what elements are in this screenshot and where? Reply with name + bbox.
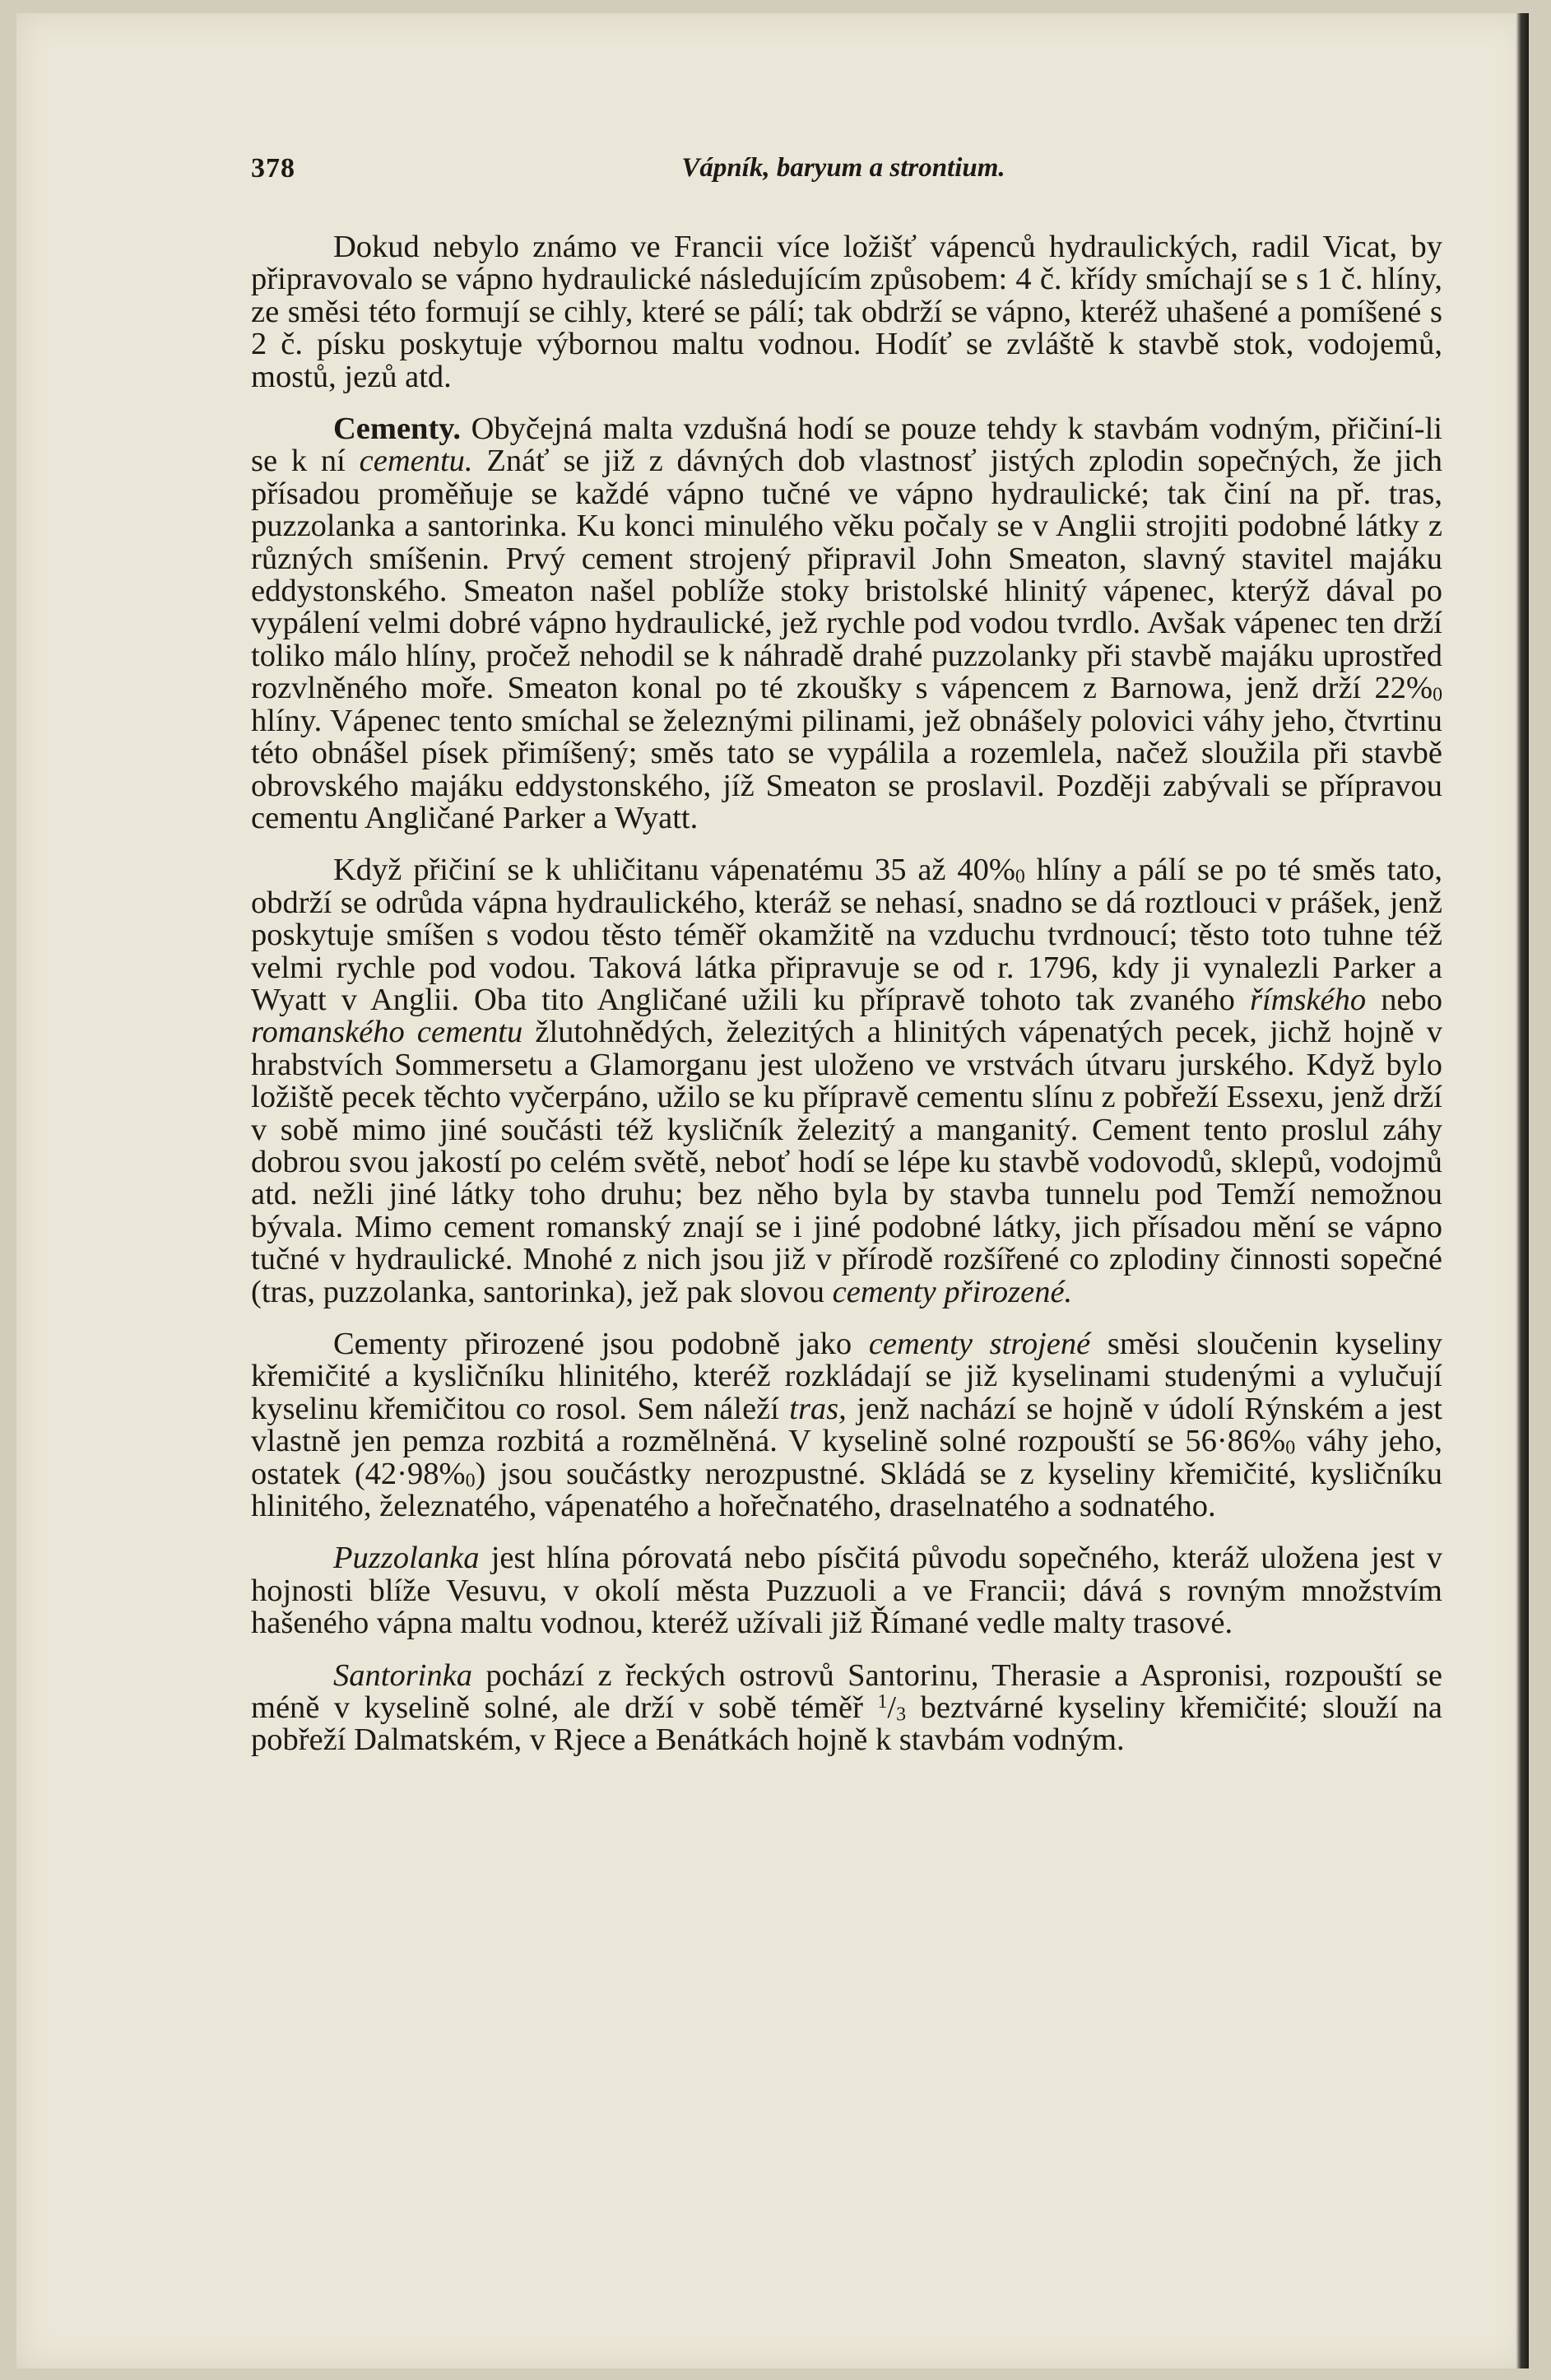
percent-sign: % [1405, 671, 1433, 706]
emphasis-term: cementu. [359, 444, 473, 479]
emphasis-term: cementy strojené [868, 1327, 1091, 1361]
percent-sign: % [1259, 1424, 1286, 1459]
body-text [251, 231, 1442, 1757]
page-number: 378 [251, 153, 295, 184]
book-page [16, 13, 1529, 2368]
emphasis-term: romanského cementu [251, 1015, 523, 1050]
fraction-numerator: 1 [877, 1691, 888, 1713]
paragraph-text: váhy jeho, ostatek (42·98 [251, 1424, 1442, 1491]
emphasis-term: Puzzolanka [333, 1541, 480, 1576]
section-lead-cementy: Cementy. [333, 411, 462, 447]
paragraph-text: jest hlína pórovatá nebo písčitá původu sopečného, kteráž uložena jest v hojnosti blíže Vesuvu, v okolí města Puzzuoli a ve Francii; dává s rovným množstvím hašeného vápna maltu vodnou, kteréž užívali již Římané vedle malty trasové. [251, 1541, 1443, 1641]
page-gutter-shadow [1516, 13, 1529, 2368]
fraction-denominator: 3 [896, 1704, 907, 1726]
paragraph-text: jenž nachází se hojně v údolí Rýnském a jest vlastně jen pemza rozbitá a rozmělněná. V kyselině solné rozpouští se 56·86 [251, 1391, 1442, 1459]
paragraph-text: ) jsou součástky nerozpustné. Skládá se z kyseliny křemičité, kysličníku hlinitého, železnatého, vápenatého a hořečnatého, draselnatého a sodnatého. [251, 1456, 1442, 1524]
paragraph-natural-cements [251, 1328, 1442, 1522]
paragraph-text: beztvárné kyseliny křemičité; slouží na pobřeží Dalmatském, v Rjece a Benátkách hojně k stavbám vodným. [251, 1690, 1442, 1758]
emphasis-term: tras, [789, 1391, 847, 1426]
paragraph-cementy [251, 413, 1442, 834]
emphasis-term: římského [1249, 982, 1367, 1017]
paragraph-text: žlutohnědých, železitých a hlinitých vápenatých pecek, jichž hojně v hrabstvích Sommersetu a Glamorganu jest uloženo ve vrstvách útvaru jurského. Když bylo ložiště pecek těchto vyčerpáno, užilo se ku přípravě cementu slínu z pobřeží Essexu, jenž drží v sobě mimo jiné součásti též kysličník železitý a manganitý. Cement tento proslul záhy dobrou svou jakostí po celém světě, neboť hodí se lépe ku stavbě vodovodů, sklepů, vodojmů atd. nežli jiné látky toho druhu; bez něho byla by stavba tunnelu pod Temží nemožnou bývala. Mimo cement romanský znají se i jiné podobné látky, jich přísadou mění se vápno tučné v hydraulické. Mnohé z nich jsou již v přírodě rozšířené co zplodiny činnosti sopečné (tras, puzzolanka, santorinka), jež pak slovou [251, 1015, 1443, 1309]
percent-subscript: 0 [1285, 1437, 1296, 1459]
percent-subscript: 0 [1433, 684, 1442, 706]
paragraph-text: Obyčejná malta vzdušná hodí se pouze tehdy k stavbám vodným, přičiní-li se k ní [251, 411, 1443, 479]
paragraph-text: Cementy přirozené jsou podobně jako [333, 1327, 852, 1361]
percent-sign: % [988, 853, 1015, 888]
percent-subscript: 0 [1015, 866, 1025, 888]
paragraph-santorinka [251, 1657, 1442, 1758]
paragraph-text: Dokud nebylo známo ve Francii více ložišť vápenců hydraulických, radil Vicat, by připravovalo se vápno hydraulické následujícím způsobem: 4 č. křídy smíchají se s 1 č. hlíny, ze směsi této formují se cihly, které se pálí; tak obdrží se vápno, kteréž uhašené a pomíšené s 2 č. písku poskytuje výbornou maltu vodnou. Hodíť se zvláště k stavbě stok, vodojemů, mostů, jezů atd. [251, 230, 1442, 394]
paragraph-vicat [251, 231, 1442, 393]
fraction-slash: / [887, 1690, 897, 1726]
paragraph-text: Když přičiní se k uhličitanu vápenatému 35 až 40 [333, 853, 989, 888]
paragraph-puzzolanka [251, 1542, 1442, 1639]
emphasis-term: cementy přirozené. [832, 1274, 1073, 1309]
page-header [251, 153, 1436, 194]
paragraph-text: nebo [1381, 982, 1443, 1017]
percent-sign: % [439, 1456, 466, 1491]
running-title: Vápník, baryum a strontium. [681, 153, 1005, 183]
paragraph-roman-cement [251, 854, 1442, 1309]
paragraph-text: Znáť se již z dávných dob vlastnosť jistých zplodin sopečných, že jich přísadou proměňuje se každé vápno tučné ve vápno hydraulické; tak činí na př. tras, puzzolanka a santorinka. Ku konci minulého věku počaly se v Anglii strojiti podobné látky z různých smíšenin. Prvý cement strojený připravil John Smeaton, slavný stavitel majáku eddystonského. Smeaton našel poblíže stoky bristolské hlinitý vápenec, kterýž dával po vypálení velmi dobré vápno hydraulické, jež rychle pod vodou tvrdlo. Avšak vápenec ten drží toliko málo hlíny, pročež nehodil se k náhradě drahé puzzolanky při stavbě majáku uprostřed rozvlněného moře. Smeaton konal po té zkoušky s vápencem z Barnowa, jenž drží 22 [251, 444, 1443, 706]
paragraph-text: hlíny a pálí se po té směs tato, obdrží se odrůda vápna hydraulického, kteráž se nehasí, snadno se dá roztlouci v prášek, jenž poskytuje smíšen s vodou těsto téměř okamžitě na vzduchu tvrdnoucí; těsto toto tuhne též velmi rychle pod vodou. Taková látka připravuje se od r. 1796, kdy ji vynalezli Parker a Wyatt v Anglii. Oba tito Angličané užili ku přípravě tohoto tak zvaného [251, 853, 1442, 1017]
paragraph-text: pochází z řeckých ostrovů Santorinu, Therasie a Aspronisi, rozpouští se méně v kyselině solné, ale drží v sobě téměř [251, 1657, 1442, 1726]
emphasis-term: Santorinka [333, 1657, 472, 1693]
paragraph-text: hlíny. Vápenec tento smíchal se železnými pilinami, jež obnášely polovici váhy jeho, čtvrtinu této obnášel písek přimíšený; směs tato se vypálila a rozemlela, načež sloužila při stavbě obrovského majáku eddystonského, jíž Smeaton se proslavil. Později zabývali se přípravou cementu Angličané Parker a Wyatt. [251, 703, 1442, 835]
percent-subscript: 0 [465, 1470, 476, 1492]
paragraph-text: směsi sloučenin kyseliny křemičité a kysličníku hlinitého, kteréž rozkládají se již kyselinami studenými a vylučují kyselinu křemičitou co rosol. Sem náleží [251, 1327, 1443, 1426]
